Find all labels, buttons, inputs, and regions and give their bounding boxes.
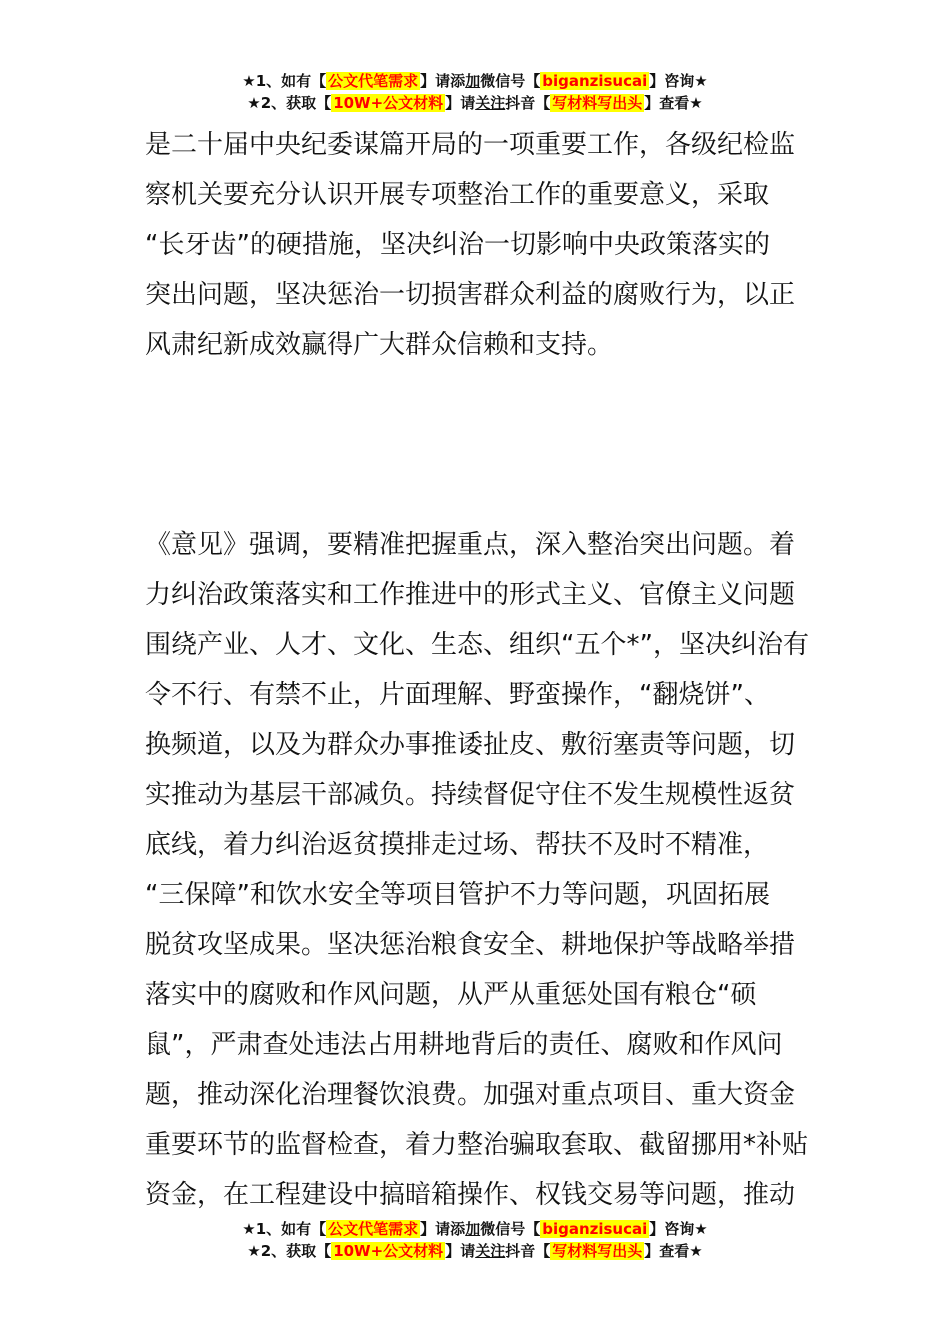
- body-paragraph-2: [145, 520, 815, 1220]
- banner-text: 】请: [445, 1242, 476, 1260]
- text-line: 突出问题，坚决惩治一切损害群众利益的腐败行为，以正: [145, 280, 796, 310]
- text-line: 围绕产业、人才、文化、生态、组织“五个*”，坚决纠治有: [145, 630, 809, 660]
- highlight-materials: 10W+公文材料: [333, 94, 444, 112]
- banner-underlined: 加: [465, 72, 481, 90]
- banner-underlined: 关注: [475, 1242, 506, 1260]
- banner-text: 微信号【: [480, 1220, 541, 1238]
- text-line: “三保障”和饮水安全等项目管护不力等问题，巩固拓展: [145, 880, 770, 910]
- text-line: 资金，在工程建设中搞暗箱操作、权钱交易等问题，推动: [145, 1180, 796, 1210]
- text-line: 题，推动深化治理餐饮浪费。加强对重点项目、重大资金: [145, 1080, 796, 1110]
- text-line: 《意见》强调，要精准把握重点，深入整治突出问题。着: [145, 530, 796, 560]
- banner-text: 抖音【: [505, 94, 551, 112]
- highlight-materials: 10W+公文材料: [333, 1242, 444, 1260]
- banner-text: 】请: [445, 94, 476, 112]
- banner-text: ★2、获取【: [247, 1242, 332, 1260]
- banner-text: ★2、获取【: [247, 94, 332, 112]
- text-line: 落实中的腐败和作风问题，从严从重惩处国有粮仓“硕: [145, 980, 757, 1010]
- text-line: 实推动为基层干部减负。持续督促守住不发生规模性返贫: [145, 780, 796, 810]
- text-line: 风肃纪新成效赢得广大群众信赖和支持。: [145, 330, 614, 360]
- banner-text: 】咨询★: [649, 1220, 708, 1238]
- body-paragraph-1: [145, 120, 815, 370]
- banner-text: 】查看★: [644, 94, 703, 112]
- banner-text: 】请添: [420, 72, 466, 90]
- banner-line-1: [0, 1218, 950, 1240]
- text-line: 重要环节的监督检查，着力整治骗取套取、截留挪用*补贴: [145, 1130, 809, 1160]
- text-line: 察机关要充分认识开展专项整治工作的重要意义，采取: [145, 180, 770, 210]
- banner-text: 抖音【: [505, 1242, 551, 1260]
- banner-underlined: 关注: [475, 94, 506, 112]
- text-line: 换频道，以及为群众办事推诿扯皮、敷衍塞责等问题，切: [145, 730, 796, 760]
- text-line: 令不行、有禁不止，片面理解、野蛮操作，“翻烧饼”、: [145, 680, 770, 710]
- banner-text: 】请添: [420, 1220, 466, 1238]
- banner-line-1: [0, 70, 950, 92]
- banner-text: ★1、如有【: [242, 72, 327, 90]
- highlight-wechat-id: biganzisucai: [542, 1220, 648, 1238]
- text-line: 脱贫攻坚成果。坚决惩治粮食安全、耕地保护等战略举措: [145, 930, 796, 960]
- highlight-wechat-id: biganzisucai: [542, 72, 648, 90]
- text-line: 力纠治政策落实和工作推进中的形式主义、官僚主义问题: [145, 580, 796, 610]
- text-line: 是二十届中央纪委谋篇开局的一项重要工作，各级纪检监: [145, 130, 796, 160]
- banner-text: 微信号【: [480, 72, 541, 90]
- footer-banner: [0, 1218, 950, 1262]
- text-line: 底线，着力纠治返贫摸排走过场、帮扶不及时不精准，: [145, 830, 770, 860]
- text-line: “长牙齿”的硬措施，坚决纠治一切影响中央政策落实的: [145, 230, 770, 260]
- header-banner: [0, 70, 950, 114]
- banner-line-2: [0, 1240, 950, 1262]
- text-line: 鼠”，严肃查处违法占用耕地背后的责任、腐败和作风问: [145, 1030, 783, 1060]
- banner-text: 】查看★: [644, 1242, 703, 1260]
- highlight-douyin-account: 写材料写出头: [552, 94, 643, 112]
- highlight-service: 公文代笔需求: [328, 72, 419, 90]
- banner-text: 】咨询★: [649, 72, 708, 90]
- banner-line-2: [0, 92, 950, 114]
- highlight-service: 公文代笔需求: [328, 1220, 419, 1238]
- banner-underlined: 加: [465, 1220, 481, 1238]
- highlight-douyin-account: 写材料写出头: [552, 1242, 643, 1260]
- banner-text: ★1、如有【: [242, 1220, 327, 1238]
